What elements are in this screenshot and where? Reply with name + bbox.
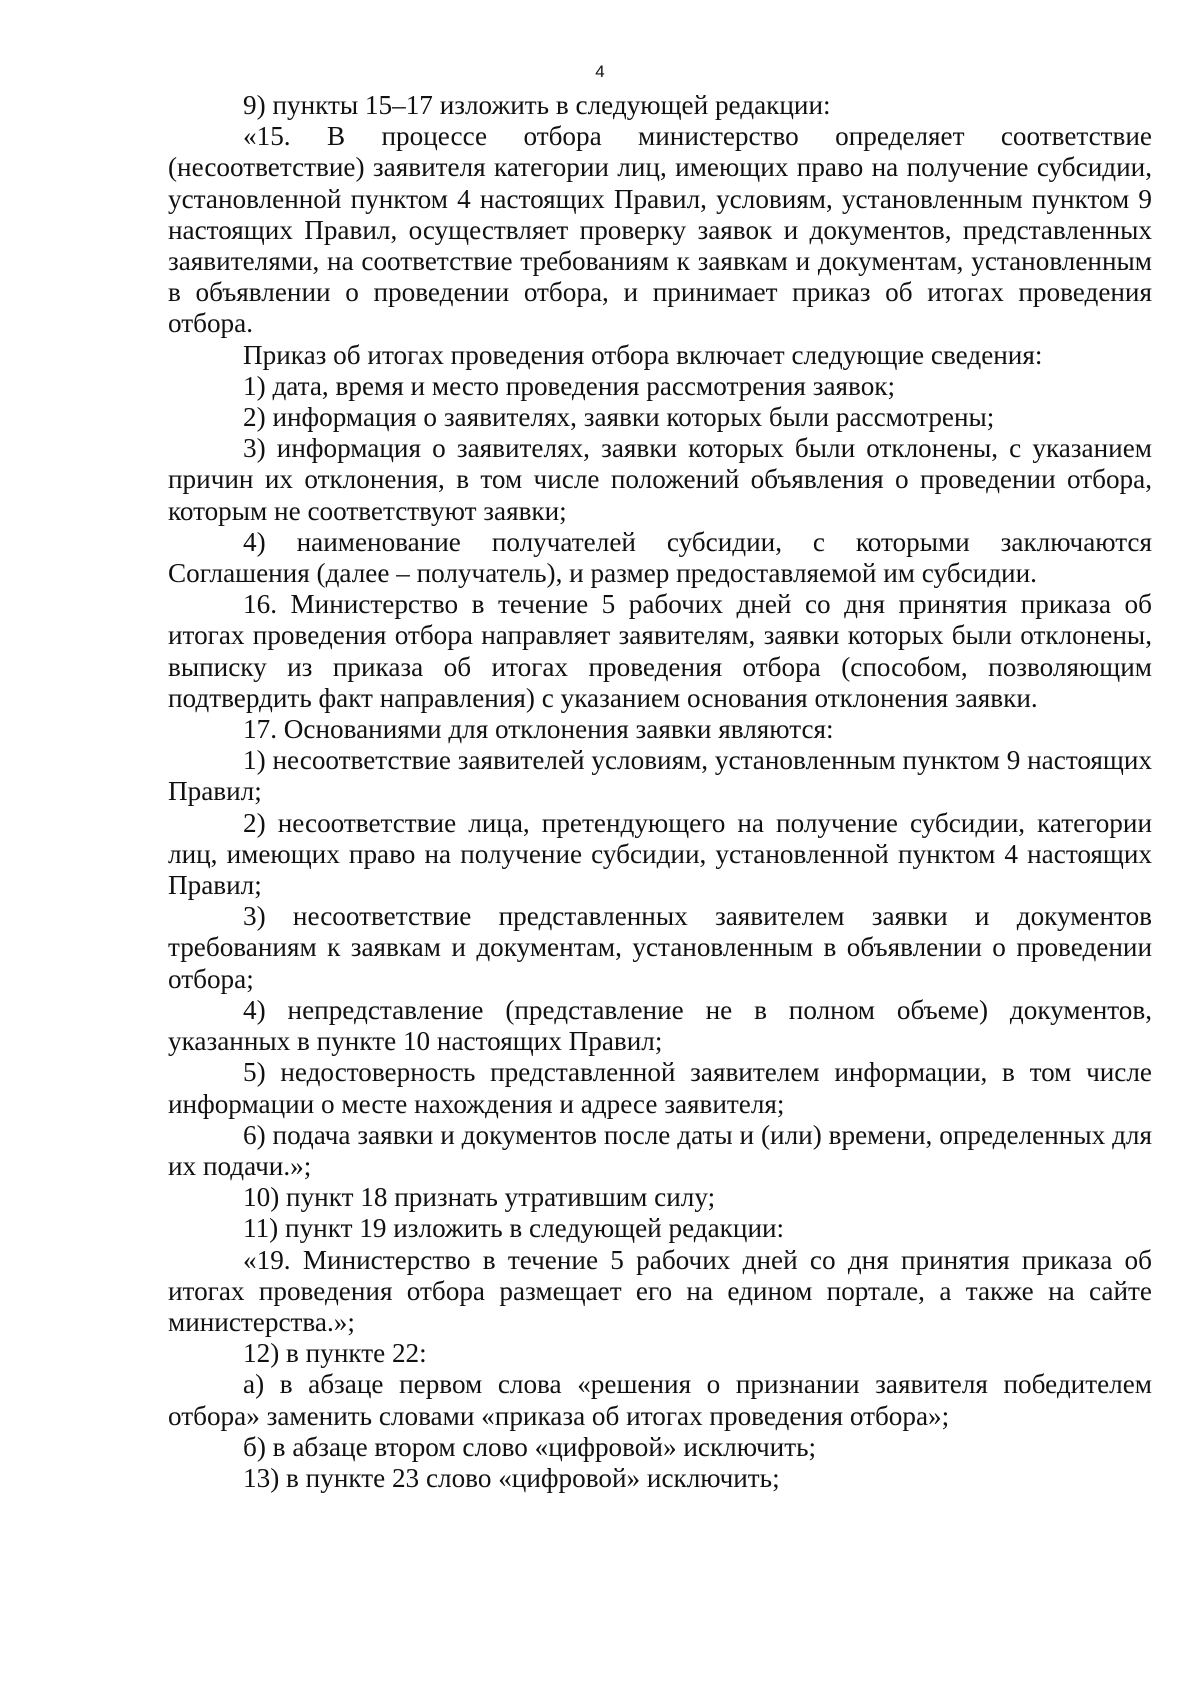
paragraph: 3) информация о заявителях, заявки которых были отклонены, с указанием причин их отклонения, в том числе положений объявления о проведении отбора, которым не соответствуют заявки; xyxy=(168,433,1152,526)
paragraph: Приказ об итогах проведения отбора включает следующие сведения: xyxy=(243,339,1043,370)
document-body xyxy=(168,90,1152,1494)
paragraph: «15. В процессе отбора министерство определяет соответствие (несоответствие) заявителя категории лиц, имеющих право на получение субсидии, установленной пунктом 4 настоящих Правил, условиям, установленным пунктом 9 настоящих Правил, осуществляет проверку заявок и документов, представленных заявителями, на соответствие требованиям к заявкам и документам, установленным в объявлении о проведении отбора, и принимает приказ об итогах проведения отбора. xyxy=(168,121,1152,339)
paragraph: «19. Министерство в течение 5 рабочих дней со дня принятия приказа об итогах проведения отбора размещает его на едином портале, а также на сайте министерства.»; xyxy=(168,1244,1152,1337)
paragraph: 16. Министерство в течение 5 рабочих дней со дня принятия приказа об итогах проведения отбора направляет заявителям, заявки которых были отклонены, выписку из приказа об итогах проведения отбора (способом, позволяющим подтвердить факт направления) с указанием основания отклонения заявки. xyxy=(168,589,1152,713)
paragraph: 2) несоответствие лица, претендующего на получение субсидии, категории лиц, имеющих право на получение субсидии, установленной пунктом 4 настоящих Правил; xyxy=(168,807,1152,901)
paragraph: 12) в пункте 22: xyxy=(243,1338,427,1369)
page-number: 4 xyxy=(595,62,605,81)
paragraph: 6) подача заявки и документов после даты и (или) времени, определенных для их подачи.»; xyxy=(168,1119,1152,1181)
paragraph: 13) в пункте 23 слово «цифровой» исключить; xyxy=(243,1462,780,1493)
paragraph: 10) пункт 18 признать утратившим силу; xyxy=(243,1182,716,1213)
paragraph: 2) информация о заявителях, заявки которых были рассмотрены; xyxy=(243,402,995,433)
paragraph: 17. Основаниями для отклонения заявки являются: xyxy=(243,714,834,745)
paragraph: 4) непредставление (представление не в полном объеме) документов, указанных в пункте 10 настоящих Правил; xyxy=(168,994,1152,1057)
paragraph: 9) пункты 15–17 изложить в следующей редакции: xyxy=(243,90,831,120)
paragraph: 1) несоответствие заявителей условиям, установленным пунктом 9 настоящих Правил; xyxy=(168,745,1152,807)
paragraph: 4) наименование получателей субсидии, с которыми заключаются Соглашения (далее – получатель), и размер предоставляемой им субсидии. xyxy=(168,526,1152,589)
paragraph: а) в абзаце первом слова «решения о признании заявителя победителем отбора» заменить словами «приказа об итогах проведения отбора»; xyxy=(168,1369,1152,1431)
paragraph: б) в абзаце втором слово «цифровой» исключить; xyxy=(243,1431,817,1462)
paragraph: 11) пункт 19 изложить в следующей редакции: xyxy=(243,1213,785,1244)
paragraph: 5) недостоверность представленной заявителем информации, в том числе информации о месте нахождения и адресе заявителя; xyxy=(168,1057,1152,1119)
paragraph: 1) дата, время и место проведения рассмотрения заявок; xyxy=(243,370,896,401)
paragraph: 3) несоответствие представленных заявителем заявки и документов требованиям к заявкам и документам, установленным в объявлении о проведении отбора; xyxy=(168,901,1152,994)
